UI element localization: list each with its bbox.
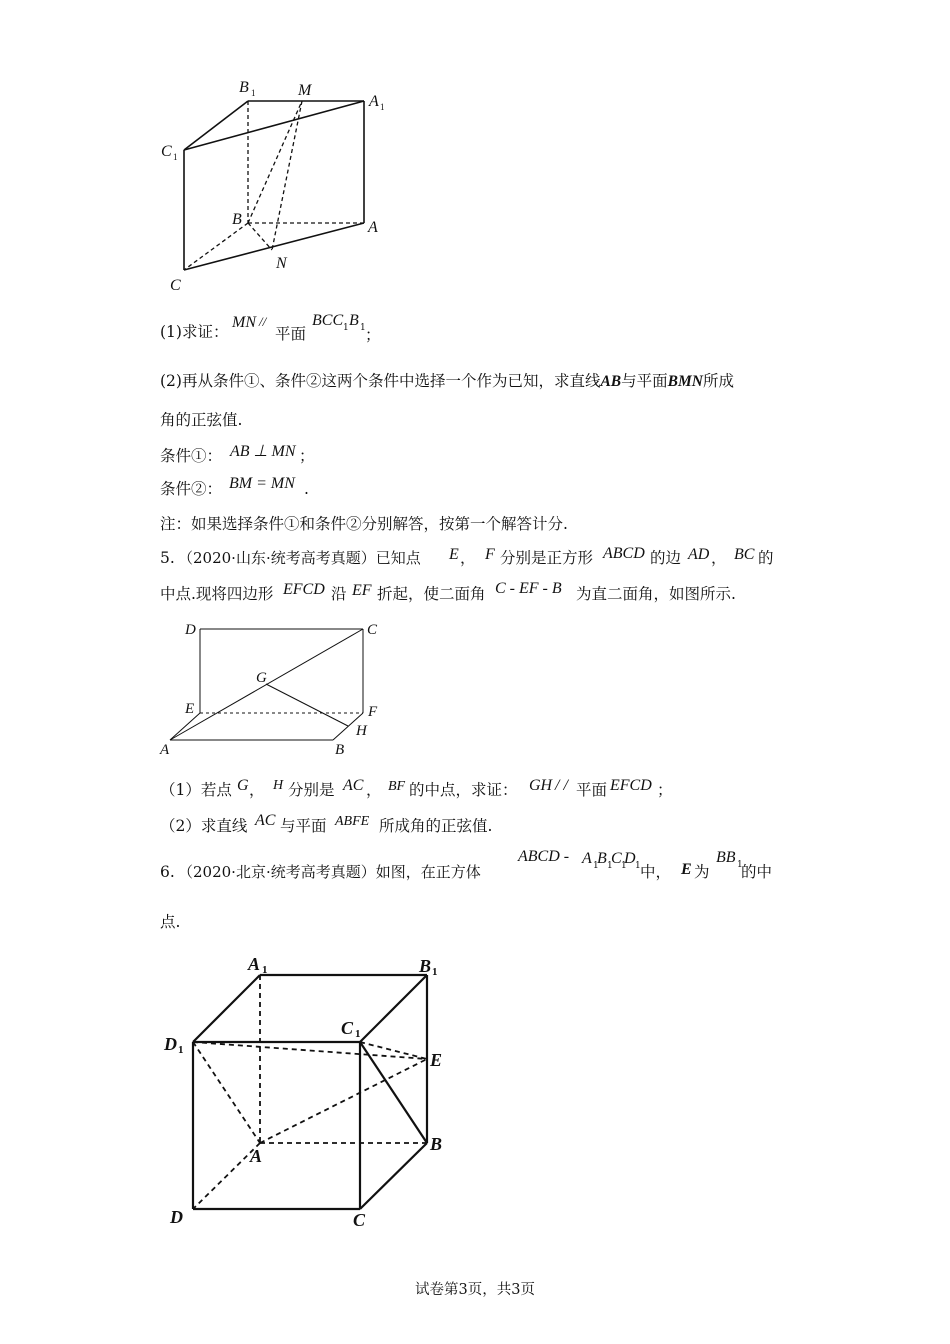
- q6-e: E: [681, 861, 692, 878]
- label-C1: C: [161, 143, 172, 160]
- fig2-label-F: F: [368, 704, 378, 720]
- figure-folded-square: [0, 600, 950, 770]
- label-A: A: [368, 219, 378, 236]
- q4-cond2-expr: BM = MN: [229, 475, 295, 492]
- label-A1: A: [369, 93, 379, 110]
- q5-line2-b: 沿: [331, 585, 347, 603]
- q5-h: H: [273, 778, 284, 793]
- q5-abfe: ABFE: [335, 814, 370, 829]
- label-C: C: [170, 277, 181, 294]
- q5-sub1-comma1: ，: [249, 781, 265, 799]
- q4-p1-sub2: 1: [360, 323, 366, 333]
- fig3-label-B1: B: [419, 956, 432, 976]
- q4-p2-bmn: BMN: [667, 373, 703, 390]
- fig3-label-A: A: [250, 1146, 263, 1166]
- q6-cube-b1: B: [597, 850, 607, 867]
- q4-p1-sub1: 1: [343, 323, 349, 333]
- fig3-label-B1-sub: 1: [432, 966, 438, 978]
- q5-gh: GH: [529, 777, 553, 794]
- q4-cond1-label: 条件①：: [160, 447, 223, 465]
- q5-ac: AC: [343, 777, 364, 794]
- q5-sub2-b: 与平面: [280, 817, 327, 835]
- figure-cube: [0, 940, 950, 1240]
- q5-sub1-b: 分别是: [288, 781, 335, 799]
- q5-sub2-c: 所成角的正弦值.: [379, 817, 493, 835]
- q5-text2: 的边: [650, 549, 682, 567]
- q5-line2-d: 为直二面角，如图所示.: [576, 585, 736, 603]
- q4-p1-prefix: (1)求证：: [160, 323, 229, 341]
- q4-p2-text-b: 与平面: [621, 372, 668, 390]
- q6-cube-c1-sub: 1: [621, 861, 627, 871]
- q5-source: （2020·山东·统考高考真题）已知点: [178, 549, 421, 567]
- fig3-label-D1: D: [164, 1034, 177, 1054]
- q5-sub1-end: ；: [657, 781, 673, 799]
- q6-bb-sub: 1: [737, 860, 743, 870]
- q4-p2-text-a: (2)再从条件①、条件②这两个条件中选择一个作为已知，求直线: [160, 372, 601, 390]
- q6-number: 6.: [160, 863, 175, 881]
- q4-p2-ab: AB: [600, 373, 622, 390]
- q5-sub1-efcd: EFCD: [610, 777, 652, 794]
- q5-dihedral: C - EF - B: [495, 580, 562, 597]
- q5-sub1-comma2: ，: [366, 781, 382, 799]
- q6-cube-c1: C: [611, 850, 622, 867]
- q5-sub2-a: （2）求直线: [160, 817, 248, 835]
- fig2-label-C: C: [367, 622, 378, 638]
- q4-p1-end: ；: [365, 326, 381, 344]
- fig3-label-C1-sub: 1: [355, 1028, 361, 1040]
- q5-comma2: ，: [711, 549, 727, 567]
- q4-p1-parallel: //: [259, 314, 267, 329]
- label-B1: B: [239, 79, 249, 96]
- fig2-label-H: H: [356, 723, 367, 739]
- fig3-label-A1: A: [248, 954, 261, 974]
- q4-p1-plane: 平面: [275, 325, 307, 343]
- q5-parallel: / /: [555, 777, 568, 794]
- q6-source: （2020·北京·统考高考真题）如图，在正方体: [178, 863, 481, 881]
- q5-e: E: [449, 546, 459, 563]
- q5-number: 5.: [160, 549, 175, 567]
- q6-cube-b1-sub: 1: [607, 861, 613, 871]
- q4-note: 注：如果选择条件①和条件②分别解答，按第一个解答计分.: [160, 515, 568, 533]
- q5-abcd: ABCD: [603, 545, 645, 562]
- q4-part1: [160, 322, 228, 342]
- q5-ad: AD: [688, 546, 710, 563]
- q4-part2-line2: 角的正弦值.: [160, 411, 243, 429]
- fig2-label-B: B: [335, 742, 345, 758]
- fig3-label-E: E: [430, 1050, 443, 1070]
- fig2-label-E: E: [185, 701, 195, 717]
- q4-p1-bcc: BCC: [312, 312, 344, 329]
- q6-mid: 中，: [640, 863, 672, 881]
- q4-part2-line1: [160, 371, 734, 392]
- fig3-label-D: D: [170, 1207, 183, 1227]
- q5-sub1-a: （1）若点: [160, 781, 232, 799]
- q4-p2-text-c: 所成: [703, 372, 735, 390]
- q5-bc: BC: [734, 546, 755, 563]
- q5-comma1: ，: [460, 549, 476, 567]
- q4-p1-expr: MN: [232, 314, 256, 331]
- q5-ef: EF: [352, 582, 372, 599]
- q5-line2-c: 折起，使二面角: [377, 585, 486, 603]
- q6-line2: 点.: [160, 913, 181, 931]
- q4-cond1-expr: AB ⊥ MN: [230, 443, 296, 460]
- label-N: N: [276, 255, 287, 272]
- q6-end1: 的中: [741, 863, 773, 881]
- q5-sub1-c: 的中点，求证：: [409, 781, 518, 799]
- label-A1-sub: 1: [380, 102, 385, 112]
- figure-prism: [0, 0, 950, 310]
- q5-f: F: [485, 546, 495, 563]
- fig2-label-A: A: [160, 742, 170, 758]
- fig3-label-A1-sub: 1: [262, 964, 268, 976]
- q5-bf: BF: [388, 779, 406, 794]
- q4-p1-b: B: [349, 312, 359, 329]
- fig2-label-G: G: [256, 670, 267, 686]
- q5-efcd: EFCD: [283, 581, 325, 598]
- label-B1-sub: 1: [251, 88, 256, 98]
- q6-bb: BB: [716, 849, 736, 866]
- label-M: M: [298, 82, 312, 99]
- fig3-label-C1: C: [341, 1018, 354, 1038]
- q5-line2-a: 中点.现将四边形: [160, 585, 274, 603]
- page-footer: 试卷第3页，共3页: [415, 1282, 535, 1298]
- q6-cube-d1-sub: 1: [635, 861, 641, 871]
- q5-text1: 分别是正方形: [500, 549, 594, 567]
- q4-cond2-label: 条件②：: [160, 480, 223, 498]
- q5-text3: 的: [758, 549, 774, 567]
- fig3-label-C: C: [353, 1210, 366, 1230]
- q6-wei: 为: [694, 863, 710, 881]
- label-C1-sub: 1: [173, 152, 178, 162]
- label-B: B: [232, 211, 242, 228]
- q6-cube-a1: A: [582, 850, 592, 867]
- fig3-label-D1-sub: 1: [178, 1044, 184, 1056]
- q6-cube-d1: D: [624, 850, 636, 867]
- q5-g: G: [237, 777, 249, 794]
- q6-cube-a1-sub: 1: [593, 861, 599, 871]
- q5-sub2-ac: AC: [255, 812, 276, 829]
- q6-cube-abcd: ABCD -: [518, 848, 570, 865]
- fig3-label-B: B: [430, 1134, 443, 1154]
- q4-cond1-end: ；: [299, 447, 315, 465]
- fig2-label-D: D: [185, 622, 196, 638]
- q5-sub1-plane: 平面: [576, 781, 608, 799]
- q4-cond2-end: .: [304, 480, 309, 498]
